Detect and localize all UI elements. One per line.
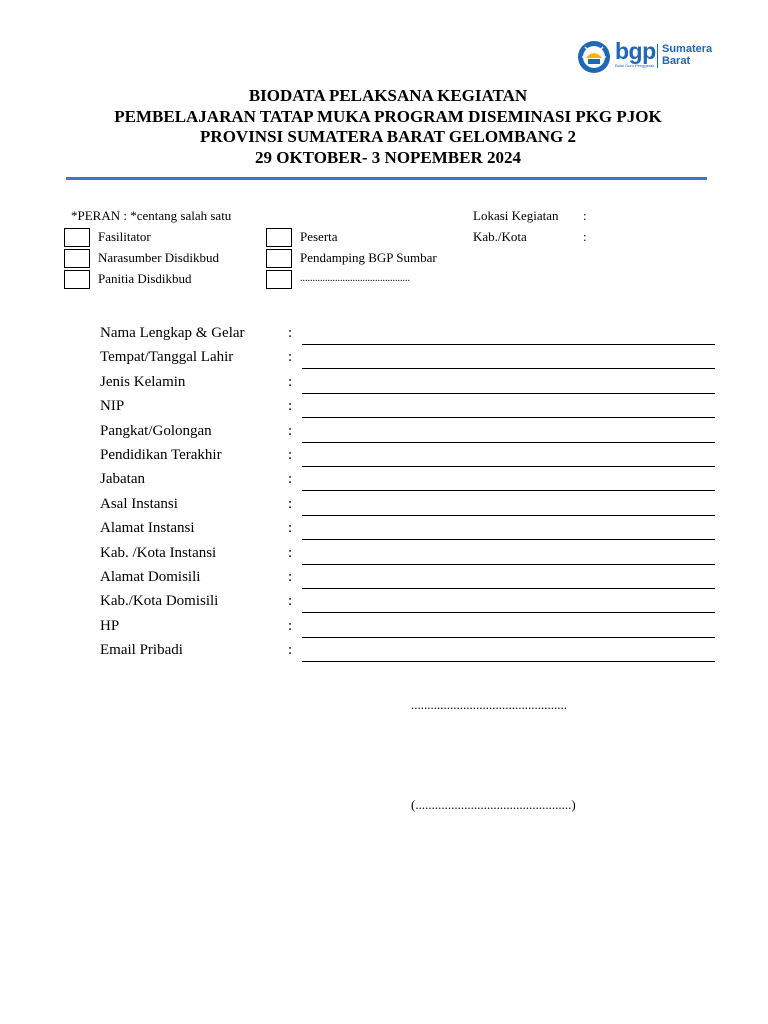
field-input-line[interactable] [302, 490, 715, 491]
field-label: Nama Lengkap & Gelar [100, 325, 245, 341]
location-label: Lokasi Kegiatan [473, 208, 559, 223]
checkbox-fasilitator[interactable] [64, 228, 90, 247]
option-other-blank[interactable]: ............................................ [300, 273, 410, 284]
option-narasumber: Narasumber Disdikbud [98, 250, 219, 265]
signature-name[interactable]: (................................................) [411, 797, 576, 812]
title-line-2: PEMBELAJARAN TATAP MUKA PROGRAM DISEMINASI PKG PJOK [114, 106, 662, 126]
field-input-line[interactable] [302, 612, 715, 613]
option-panitia: Panitia Disdikbud [98, 271, 192, 286]
option-pendamping: Pendamping BGP Sumbar [300, 250, 437, 265]
field-input-line[interactable] [302, 661, 715, 662]
field-label: Asal Instansi [100, 495, 178, 512]
field-input-line[interactable] [302, 637, 715, 638]
logo-region-line2: Barat [662, 55, 691, 67]
tut-wuri-emblem-icon [577, 40, 611, 74]
field-label: Pangkat/Golongan [100, 422, 212, 439]
field-colon: : [288, 471, 293, 488]
field-colon: : [288, 325, 293, 341]
field-label: Jabatan [100, 471, 145, 488]
field-colon: : [288, 569, 293, 585]
field-input-line[interactable] [302, 393, 715, 394]
logo-region-line1: Sumatera [662, 43, 713, 55]
field-label: Email Pribadi [100, 642, 183, 659]
logo-brand-text: bgp [615, 38, 656, 64]
checkbox-panitia[interactable] [64, 270, 90, 289]
field-input-line[interactable] [302, 564, 715, 565]
field-input-line[interactable] [302, 417, 715, 418]
city-colon: : [583, 229, 587, 244]
field-input-line[interactable] [302, 539, 715, 540]
bgp-logo [577, 40, 717, 74]
field-label: Alamat Instansi [100, 520, 195, 537]
field-label: NIP [100, 398, 125, 415]
checkbox-narasumber[interactable] [64, 249, 90, 268]
field-input-line[interactable] [302, 344, 715, 345]
field-input-line[interactable] [302, 442, 715, 443]
field-label: Tempat/Tanggal Lahir [100, 349, 234, 366]
field-colon: : [288, 520, 293, 537]
field-colon: : [288, 544, 293, 561]
checkbox-other[interactable] [266, 270, 292, 289]
city-label: Kab./Kota [473, 229, 527, 244]
field-colon: : [288, 447, 293, 463]
header-rule [66, 177, 707, 180]
logo-tagline: Balai Guru Penggerak [615, 63, 655, 68]
logo-divider [657, 44, 658, 68]
title-line-1: BIODATA PELAKSANA KEGIATAN [248, 86, 528, 105]
option-fasilitator: Fasilitator [98, 229, 151, 244]
field-input-line[interactable] [302, 588, 715, 589]
field-colon: : [288, 642, 293, 659]
field-label: HP [100, 617, 120, 634]
location-colon: : [583, 208, 587, 223]
field-colon: : [288, 398, 293, 415]
checkbox-peserta[interactable] [266, 228, 292, 247]
logo-region [662, 43, 712, 67]
field-input-line[interactable] [302, 466, 715, 467]
field-colon: : [288, 495, 293, 512]
field-colon: : [288, 373, 293, 390]
field-label: Alamat Domisili [100, 569, 201, 585]
title-line-4: 29 OKTOBER- 3 NOPEMBER 2024 [254, 147, 522, 167]
option-peserta: Peserta [300, 229, 338, 244]
field-colon: : [288, 422, 293, 439]
document-title [0, 86, 768, 168]
checkbox-pendamping[interactable] [266, 249, 292, 268]
field-label: Jenis Kelamin [100, 373, 186, 390]
role-heading: *PERAN : *centang salah satu [71, 208, 232, 223]
field-colon: : [288, 617, 293, 634]
field-label: Pendidikan Terakhir [100, 447, 222, 463]
field-input-line[interactable] [302, 515, 715, 516]
title-line-3: PROVINSI SUMATERA BARAT GELOMBANG 2 [200, 127, 576, 146]
field-label: Kab. /Kota Instansi [100, 544, 217, 561]
field-colon: : [288, 349, 293, 366]
signature-place-date[interactable]: ................................................ [411, 697, 567, 712]
field-colon: : [288, 593, 293, 610]
field-input-line[interactable] [302, 368, 715, 369]
field-label: Kab./Kota Domisili [100, 593, 219, 610]
